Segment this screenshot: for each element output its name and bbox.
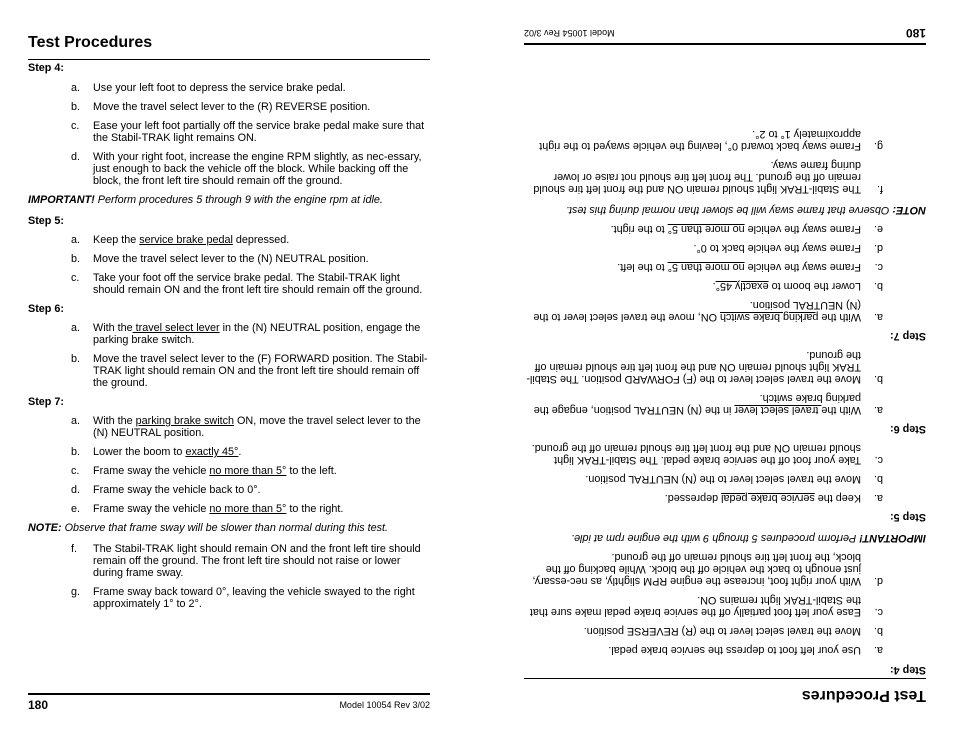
frame-sway-note: NOTE: Observe that frame sway will be slower than normal during this test. <box>28 522 389 534</box>
step-6-label: Step 6: <box>890 423 926 435</box>
step-7-label: Step 7: <box>890 330 926 342</box>
step-7-e: e. Frame sway the vehicle no more than 5° to the right. <box>610 223 883 235</box>
page-title: Test Procedures <box>28 34 153 51</box>
step-5-a: a. Keep the service brake pedal depressed. <box>71 234 290 246</box>
step-7-b: b. Lower the boom to exactly 45°. <box>71 446 242 458</box>
header-rule <box>28 59 430 60</box>
step-4-c: c. Ease your left foot partially off the service brake pedal make sure that the Stabil-TRAK light remains ON. <box>71 120 425 144</box>
step-4-a: a. Use your left foot to depress the service brake pedal. <box>71 82 346 94</box>
step-7-g: g. Frame sway back toward 0°, leaving the vehicle swayed to the right approximately 1° to 2°. <box>71 586 415 610</box>
step-5-c: c. Take your foot off the service brake pedal. The Stabil-TRAK light should remain ON and the front left tire should remain off the ground. <box>531 442 883 466</box>
procedure-content <box>28 62 430 610</box>
header-rule <box>524 678 926 679</box>
step-7-d: d. Frame sway the vehicle back to 0°. <box>693 242 883 254</box>
step-7-a: a. With the parking brake switch ON, move the travel select lever to the (N) NEUTRAL position. <box>533 299 883 323</box>
step-4-c: c. Ease your left foot partially off the service brake pedal make sure that the Stabil-TRAK light remains ON. <box>529 594 883 618</box>
step-4-d: d. With your right foot, increase the engine RPM slightly, as nec-essary, just enough to back the vehicle off the block. While backing off the block, the front left tire should remain off the ground. <box>532 551 883 587</box>
step-7-d: d. Frame sway the vehicle back to 0°. <box>71 484 261 496</box>
step-4-d: d. With your right foot, increase the engine RPM slightly, as nec-essary, just enough to back the vehicle off the block. While backing off the block, the front left tire should remain off the ground. <box>71 151 422 187</box>
model-revision: Model 10054 Rev 3/02 <box>524 28 615 38</box>
important-note: IMPORTANT! Perform procedures 5 through 9 with the engine rpm at idle. <box>28 194 383 206</box>
step-7-label: Step 7: <box>28 396 64 408</box>
step-4-label: Step 4: <box>28 62 64 74</box>
step-5-label: Step 5: <box>890 511 926 523</box>
step-4-label: Step 4: <box>890 664 926 676</box>
footer-rule <box>524 43 926 45</box>
model-revision: Model 10054 Rev 3/02 <box>339 700 430 710</box>
frame-sway-note: NOTE: Observe that frame sway will be slower than normal during this test. <box>565 204 926 216</box>
right-page-upside-down <box>524 0 954 738</box>
step-5-label: Step 5: <box>28 215 64 227</box>
step-7-g: g. Frame sway back toward 0°, leaving the vehicle swayed to the right approximately 1° to 2°. <box>539 128 883 152</box>
step-6-label: Step 6: <box>28 303 64 315</box>
step-6-a: a. With the travel select lever in the (N) NEUTRAL position, engage the parking brake switch. <box>533 392 883 416</box>
step-7-a: a. With the parking brake switch ON, move the travel select lever to the (N) NEUTRAL position. <box>71 415 421 439</box>
step-7-f: f. The Stabil-TRAK light should remain ON and the front left tire should remain off the ground. The front left tire should not raise or lower during frame sway. <box>533 159 883 195</box>
step-6-a: a. With the travel select lever in the (N) NEUTRAL position, engage the parking brake switch. <box>71 322 421 346</box>
step-4-b: b. Move the travel select lever to the (R) REVERSE position. <box>71 101 371 113</box>
step-5-b: b. Move the travel select lever to the (N) NEUTRAL position. <box>71 253 369 265</box>
step-6-b: b. Move the travel select lever to the (F) FORWARD position. The Stabil-TRAK light should remain ON and the front left tire should remain off the ground. <box>71 353 428 389</box>
step-4-b: b. Move the travel select lever to the (R) REVERSE position. <box>583 625 883 637</box>
footer-rule <box>28 693 430 695</box>
left-page <box>0 0 430 738</box>
step-4-a: a. Use your left foot to depress the service brake pedal. <box>608 644 883 656</box>
important-note: IMPORTANT! Perform procedures 5 through 9 with the engine rpm at idle. <box>571 532 926 544</box>
step-7-c: c. Frame sway the vehicle no more than 5° to the left. <box>617 261 883 273</box>
step-5-a: a. Keep the service brake pedal depressed. <box>664 492 883 504</box>
page-number: 180 <box>28 698 49 712</box>
step-5-c: c. Take your foot off the service brake pedal. The Stabil-TRAK light should remain ON and the front left tire should remain off the ground. <box>71 272 423 296</box>
step-5-b: b. Move the travel select lever to the (N) NEUTRAL position. <box>585 473 883 485</box>
page-title: Test Procedures <box>801 687 926 704</box>
page-number: 180 <box>905 26 926 40</box>
step-7-c: c. Frame sway the vehicle no more than 5° to the left. <box>71 465 337 477</box>
step-7-f: f. The Stabil-TRAK light should remain ON and the front left tire should remain off the ground. The front left tire should not raise or lower during frame sway. <box>71 543 421 579</box>
step-7-b: b. Lower the boom to exactly 45°. <box>712 280 883 292</box>
step-7-e: e. Frame sway the vehicle no more than 5° to the right. <box>71 503 344 515</box>
step-6-b: b. Move the travel select lever to the (F) FORWARD position. The Stabil-TRAK light should remain ON and the front left tire should remain off the ground. <box>526 349 883 385</box>
procedure-content <box>524 128 926 676</box>
